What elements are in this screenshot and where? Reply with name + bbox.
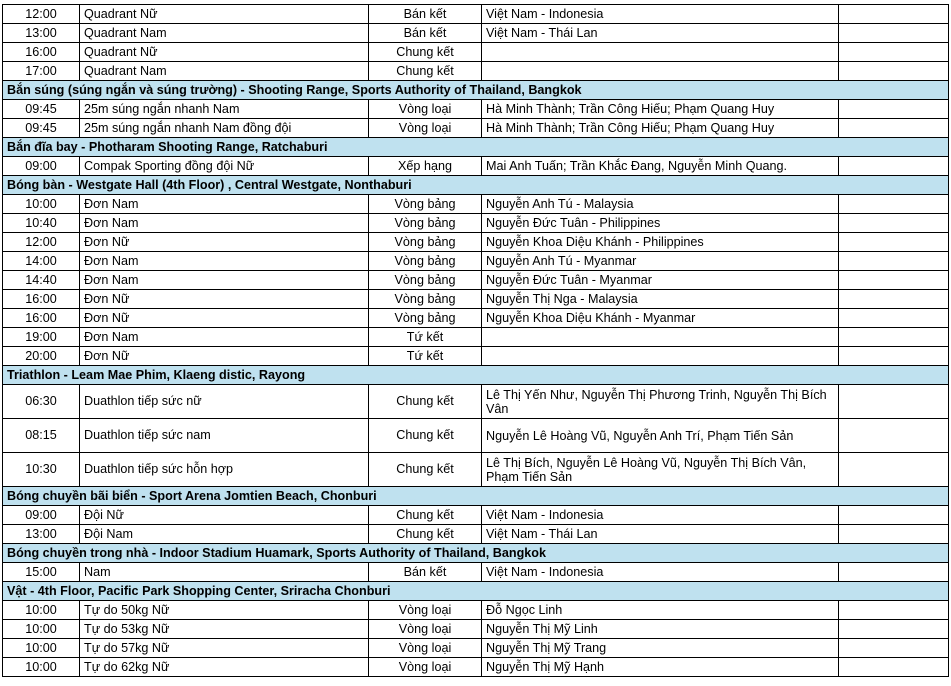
table-row <box>3 639 949 658</box>
athletes-cell: Đỗ Ngọc Linh <box>482 601 839 620</box>
empty-cell <box>839 328 949 347</box>
table-row <box>3 100 949 119</box>
table-row <box>3 195 949 214</box>
empty-cell <box>839 233 949 252</box>
stage-cell: Vòng loại <box>369 658 482 677</box>
time-cell: 10:00 <box>3 195 80 214</box>
empty-cell <box>839 506 949 525</box>
event-cell: Compak Sporting đồng đội Nữ <box>80 157 369 176</box>
athletes-cell: Việt Nam - Indonesia <box>482 5 839 24</box>
empty-cell <box>839 347 949 366</box>
stage-cell: Vòng bảng <box>369 195 482 214</box>
empty-cell <box>839 252 949 271</box>
time-cell: 06:30 <box>3 385 80 419</box>
table-row <box>3 62 949 81</box>
stage-cell: Xếp hạng <box>369 157 482 176</box>
athletes-cell: Mai Anh Tuấn; Trần Khắc Đang, Nguyễn Minh Quang. <box>482 157 839 176</box>
time-cell: 14:00 <box>3 252 80 271</box>
time-cell: 10:00 <box>3 601 80 620</box>
table-row <box>3 419 949 453</box>
event-cell: 25m súng ngắn nhanh Nam <box>80 100 369 119</box>
event-cell: Đơn Nữ <box>80 347 369 366</box>
empty-cell <box>839 43 949 62</box>
event-cell: Quadrant Nữ <box>80 43 369 62</box>
table-row <box>3 347 949 366</box>
athletes-cell: Nguyễn Đức Tuân - Philippines <box>482 214 839 233</box>
venue-header-row <box>3 81 949 100</box>
table-row <box>3 233 949 252</box>
time-cell: 13:00 <box>3 24 80 43</box>
table-row <box>3 658 949 677</box>
venue-header: Triathlon - Leam Mae Phim, Klaeng distic, Rayong <box>3 366 949 385</box>
event-cell: Đơn Nam <box>80 271 369 290</box>
empty-cell <box>839 658 949 677</box>
empty-cell <box>839 119 949 138</box>
time-cell: 19:00 <box>3 328 80 347</box>
time-cell: 09:00 <box>3 157 80 176</box>
stage-cell: Vòng loại <box>369 639 482 658</box>
stage-cell: Vòng bảng <box>369 233 482 252</box>
time-cell: 16:00 <box>3 43 80 62</box>
athletes-cell: Việt Nam - Thái Lan <box>482 525 839 544</box>
empty-cell <box>839 62 949 81</box>
empty-cell <box>839 385 949 419</box>
event-cell: Duathlon tiếp sức nam <box>80 419 369 453</box>
table-row <box>3 214 949 233</box>
time-cell: 10:00 <box>3 620 80 639</box>
event-cell: Đơn Nam <box>80 195 369 214</box>
athletes-cell: Nguyễn Thị Mỹ Linh <box>482 620 839 639</box>
event-cell: Tự do 62kg Nữ <box>80 658 369 677</box>
time-cell: 20:00 <box>3 347 80 366</box>
venue-header: Bắn đĩa bay - Photharam Shooting Range, Ratchaburi <box>3 138 949 157</box>
table-row <box>3 119 949 138</box>
event-cell: Quadrant Nam <box>80 24 369 43</box>
event-cell: 25m súng ngắn nhanh Nam đồng đội <box>80 119 369 138</box>
stage-cell: Vòng bảng <box>369 309 482 328</box>
stage-cell: Tứ kết <box>369 347 482 366</box>
time-cell: 09:45 <box>3 119 80 138</box>
stage-cell: Chung kết <box>369 419 482 453</box>
empty-cell <box>839 601 949 620</box>
stage-cell: Chung kết <box>369 506 482 525</box>
empty-cell <box>839 453 949 487</box>
table-row <box>3 385 949 419</box>
time-cell: 09:45 <box>3 100 80 119</box>
event-cell: Đơn Nam <box>80 328 369 347</box>
stage-cell: Vòng bảng <box>369 252 482 271</box>
time-cell: 17:00 <box>3 62 80 81</box>
venue-header: Bóng bàn - Westgate Hall (4th Floor) , Central Westgate, Nonthaburi <box>3 176 949 195</box>
time-cell: 12:00 <box>3 233 80 252</box>
event-cell: Đơn Nam <box>80 214 369 233</box>
athletes-cell: Nguyễn Khoa Diệu Khánh - Philippines <box>482 233 839 252</box>
stage-cell: Chung kết <box>369 385 482 419</box>
table-row <box>3 563 949 582</box>
event-cell: Đơn Nữ <box>80 309 369 328</box>
venue-header: Bóng chuyền trong nhà - Indoor Stadium Huamark, Sports Authority of Thailand, Bangkok <box>3 544 949 563</box>
athletes-cell: Hà Minh Thành; Trần Công Hiếu; Phạm Quang Huy <box>482 119 839 138</box>
table-row <box>3 309 949 328</box>
athletes-cell: Lê Thị Yến Như, Nguyễn Thị Phương Trinh, Nguyễn Thị Bích Vân <box>482 385 839 419</box>
athletes-cell <box>482 328 839 347</box>
venue-header-row <box>3 138 949 157</box>
table-row <box>3 620 949 639</box>
event-cell: Duathlon tiếp sức nữ <box>80 385 369 419</box>
stage-cell: Chung kết <box>369 62 482 81</box>
athletes-cell: Nguyễn Thị Mỹ Trang <box>482 639 839 658</box>
athletes-cell: Nguyễn Thị Nga - Malaysia <box>482 290 839 309</box>
time-cell: 14:40 <box>3 271 80 290</box>
stage-cell: Chung kết <box>369 525 482 544</box>
athletes-cell: Việt Nam - Thái Lan <box>482 24 839 43</box>
time-cell: 08:15 <box>3 419 80 453</box>
athletes-cell: Lê Thị Bích, Nguyễn Lê Hoàng Vũ, Nguyễn Thị Bích Vân, Phạm Tiến Sản <box>482 453 839 487</box>
table-row <box>3 271 949 290</box>
stage-cell: Vòng bảng <box>369 214 482 233</box>
stage-cell: Bán kết <box>369 563 482 582</box>
event-cell: Tự do 53kg Nữ <box>80 620 369 639</box>
event-cell: Đơn Nữ <box>80 233 369 252</box>
stage-cell: Chung kết <box>369 453 482 487</box>
venue-header-row <box>3 176 949 195</box>
empty-cell <box>839 271 949 290</box>
empty-cell <box>839 214 949 233</box>
athletes-cell: Nguyễn Lê Hoàng Vũ, Nguyễn Anh Trí, Phạm Tiến Sản <box>482 419 839 453</box>
table-row <box>3 157 949 176</box>
table-row <box>3 252 949 271</box>
time-cell: 16:00 <box>3 309 80 328</box>
venue-header-row <box>3 544 949 563</box>
stage-cell: Vòng loại <box>369 601 482 620</box>
stage-cell: Vòng bảng <box>369 290 482 309</box>
time-cell: 10:30 <box>3 453 80 487</box>
table-row <box>3 506 949 525</box>
schedule-table <box>2 4 949 677</box>
time-cell: 09:00 <box>3 506 80 525</box>
time-cell: 12:00 <box>3 5 80 24</box>
venue-header-row <box>3 582 949 601</box>
stage-cell: Vòng loại <box>369 119 482 138</box>
time-cell: 13:00 <box>3 525 80 544</box>
time-cell: 10:00 <box>3 639 80 658</box>
schedule-rows <box>3 5 949 677</box>
time-cell: 10:00 <box>3 658 80 677</box>
event-cell: Đơn Nam <box>80 252 369 271</box>
stage-cell: Chung kết <box>369 43 482 62</box>
empty-cell <box>839 100 949 119</box>
empty-cell <box>839 525 949 544</box>
table-row <box>3 24 949 43</box>
venue-header: Vật - 4th Floor, Pacific Park Shopping Center, Sriracha Chonburi <box>3 582 949 601</box>
athletes-cell: Nguyễn Anh Tú - Malaysia <box>482 195 839 214</box>
table-row <box>3 5 949 24</box>
event-cell: Duathlon tiếp sức hỗn hợp <box>80 453 369 487</box>
time-cell: 10:40 <box>3 214 80 233</box>
venue-header-row <box>3 366 949 385</box>
athletes-cell <box>482 62 839 81</box>
stage-cell: Vòng loại <box>369 100 482 119</box>
empty-cell <box>839 620 949 639</box>
event-cell: Tự do 50kg Nữ <box>80 601 369 620</box>
athletes-cell <box>482 43 839 62</box>
empty-cell <box>839 157 949 176</box>
athletes-cell: Nguyễn Đức Tuân - Myanmar <box>482 271 839 290</box>
stage-cell: Bán kết <box>369 24 482 43</box>
event-cell: Quadrant Nữ <box>80 5 369 24</box>
athletes-cell <box>482 347 839 366</box>
athletes-cell: Việt Nam - Indonesia <box>482 506 839 525</box>
event-cell: Đội Nữ <box>80 506 369 525</box>
event-cell: Tự do 57kg Nữ <box>80 639 369 658</box>
empty-cell <box>839 195 949 214</box>
event-cell: Quadrant Nam <box>80 62 369 81</box>
table-row <box>3 328 949 347</box>
venue-header-row <box>3 487 949 506</box>
athletes-cell: Hà Minh Thành; Trần Công Hiếu; Phạm Quang Huy <box>482 100 839 119</box>
empty-cell <box>839 5 949 24</box>
athletes-cell: Việt Nam - Indonesia <box>482 563 839 582</box>
table-row <box>3 453 949 487</box>
event-cell: Đội Nam <box>80 525 369 544</box>
venue-header: Bắn súng (súng ngắn và súng trường) - Shooting Range, Sports Authority of Thailand, Bangkok <box>3 81 949 100</box>
empty-cell <box>839 290 949 309</box>
empty-cell <box>839 309 949 328</box>
time-cell: 16:00 <box>3 290 80 309</box>
event-cell: Nam <box>80 563 369 582</box>
stage-cell: Bán kết <box>369 5 482 24</box>
empty-cell <box>839 419 949 453</box>
stage-cell: Vòng bảng <box>369 271 482 290</box>
table-row <box>3 601 949 620</box>
empty-cell <box>839 563 949 582</box>
athletes-cell: Nguyễn Anh Tú - Myanmar <box>482 252 839 271</box>
time-cell: 15:00 <box>3 563 80 582</box>
athletes-cell: Nguyễn Khoa Diệu Khánh - Myanmar <box>482 309 839 328</box>
empty-cell <box>839 639 949 658</box>
stage-cell: Vòng loại <box>369 620 482 639</box>
stage-cell: Tứ kết <box>369 328 482 347</box>
table-row <box>3 290 949 309</box>
event-cell: Đơn Nữ <box>80 290 369 309</box>
empty-cell <box>839 24 949 43</box>
table-row <box>3 43 949 62</box>
athletes-cell: Nguyễn Thị Mỹ Hạnh <box>482 658 839 677</box>
table-row <box>3 525 949 544</box>
venue-header: Bóng chuyền bãi biển - Sport Arena Jomtien Beach, Chonburi <box>3 487 949 506</box>
